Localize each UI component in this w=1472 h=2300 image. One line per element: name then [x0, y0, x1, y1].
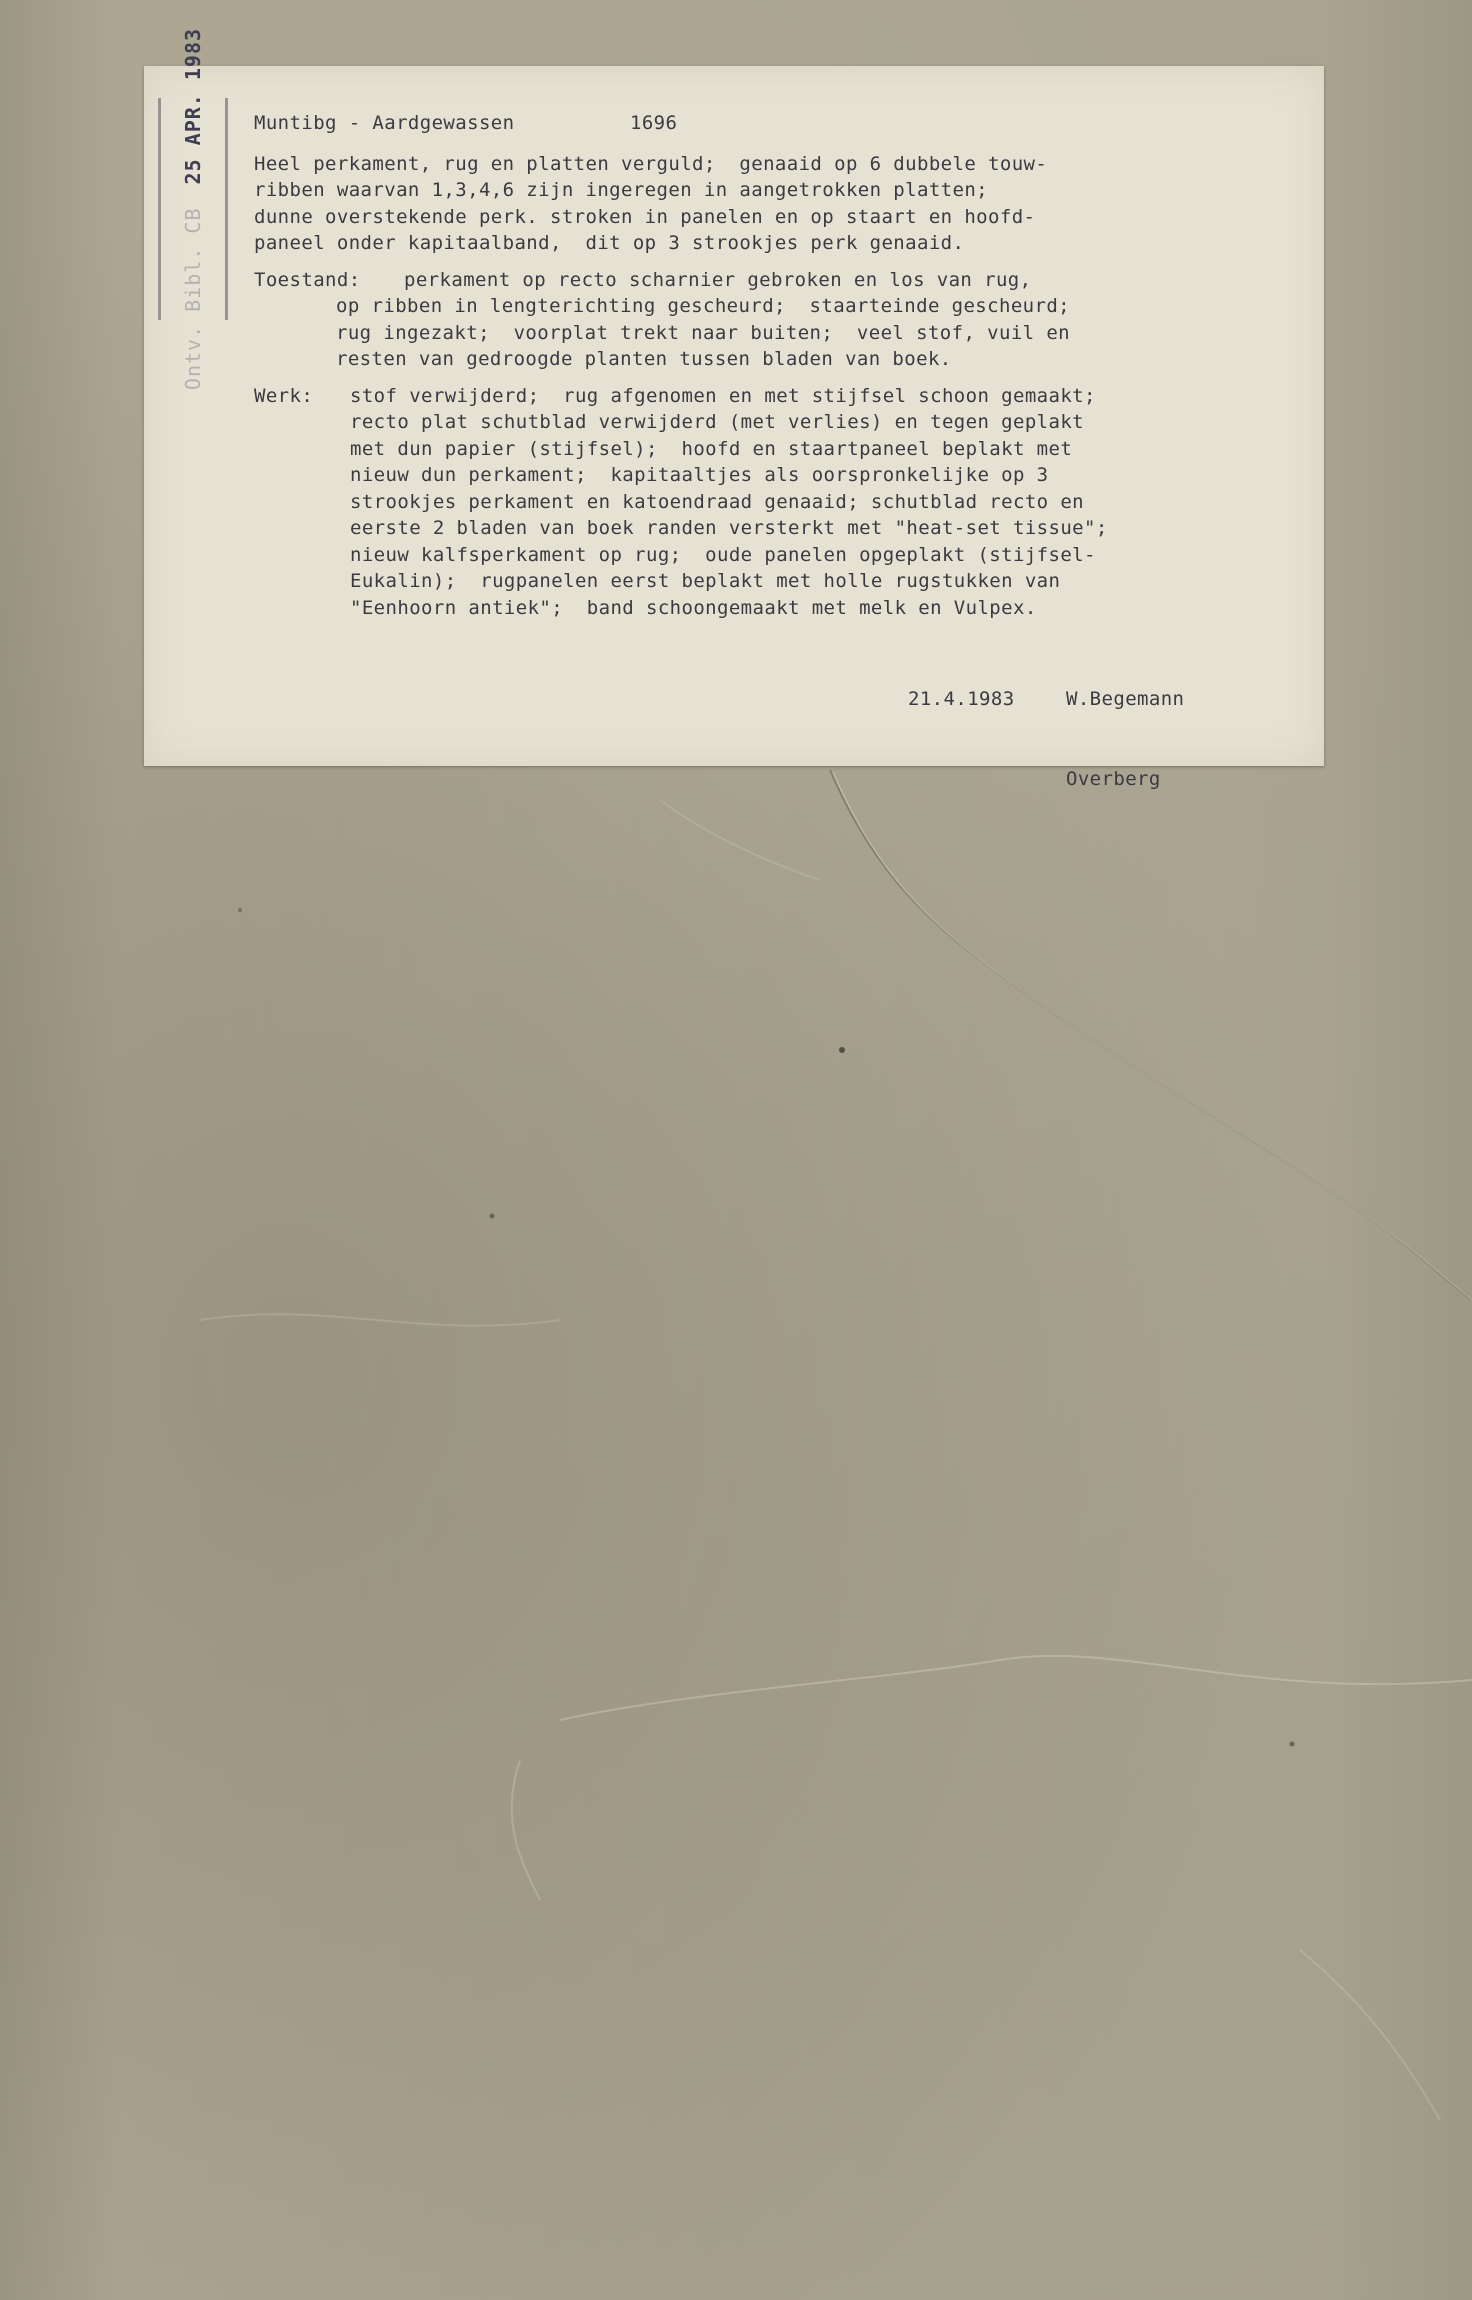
- receipt-stamp: [158, 27, 228, 391]
- treatment-line: eerste 2 bladen van boek randen versterkt met "heat-set tissue";: [350, 517, 1108, 539]
- signature-name: W.Begemann: [1066, 688, 1185, 710]
- treatment-label: Werk:: [254, 384, 314, 407]
- treatment-line: "Eenhoorn antiek"; band schoongemaakt met melk en Vulpex.: [350, 596, 1037, 619]
- description-line: ribben waarvan 1,3,4,6 zijn ingeregen in aangetrokken platten;: [254, 179, 989, 201]
- conservation-label-card: [144, 27, 1324, 790]
- treatment-section: [254, 383, 1294, 622]
- description-line: paneel onder kapitaalband, dit op 3 strookjes perk genaaid.: [254, 232, 965, 254]
- treatment-line: nieuw dun perkament; kapitaaltjes als oorspronkelijke op 3: [350, 464, 1049, 486]
- label-header: [254, 110, 1294, 137]
- condition-line: rug ingezakt; voorplat trekt naar buiten; veel stof, vuil en: [336, 321, 1071, 344]
- stamp-faint-text: Ontv. Bibl. CB: [181, 207, 205, 391]
- label-title: Muntibg - Aardgewassen: [254, 112, 515, 134]
- signature-place: Overberg: [1066, 767, 1161, 790]
- treatment-line: Eukalin); rugpanelen eerst beplakt met holle rugstukken van: [350, 570, 1061, 592]
- condition-line: perkament op recto scharnier gebroken en los van rug,: [404, 268, 1032, 291]
- condition-label: Toestand:: [254, 268, 361, 291]
- stamp-date: 25 APR. 1983: [181, 27, 205, 185]
- condition-section: [254, 267, 1294, 373]
- treatment-line: strookjes perkament en katoendraad genaaid; schutblad recto en: [350, 490, 1085, 513]
- condition-line: op ribben in lengterichting gescheurd; staarteinde gescheurd;: [336, 295, 1071, 317]
- binding-description: [254, 151, 1294, 257]
- treatment-line: met dun papier (stijfsel); hoofd en staartpaneel beplakt met: [350, 437, 1073, 460]
- description-line: Heel perkament, rug en platten verguld; genaaid op 6 dubbele touw-: [254, 152, 1048, 175]
- signature-block: [254, 633, 1294, 845]
- treatment-line: recto plat schutblad verwijderd (met verlies) en tegen geplakt: [350, 411, 1085, 433]
- condition-line: resten van gedroogde planten tussen bladen van boek.: [336, 348, 952, 370]
- label-number: 1696: [630, 112, 678, 134]
- description-line: dunne overstekende perk. stroken in panelen en op staart en hoofd-: [254, 205, 1036, 228]
- treatment-line: stof verwijderd; rug afgenomen en met stijfsel schoon gemaakt;: [350, 384, 1096, 407]
- treatment-line: nieuw kalfsperkament op rug; oude panelen opgeplakt (stijfsel-: [350, 543, 1096, 566]
- signature-date: 21.4.1983: [908, 688, 1015, 710]
- label-content: [254, 110, 1294, 845]
